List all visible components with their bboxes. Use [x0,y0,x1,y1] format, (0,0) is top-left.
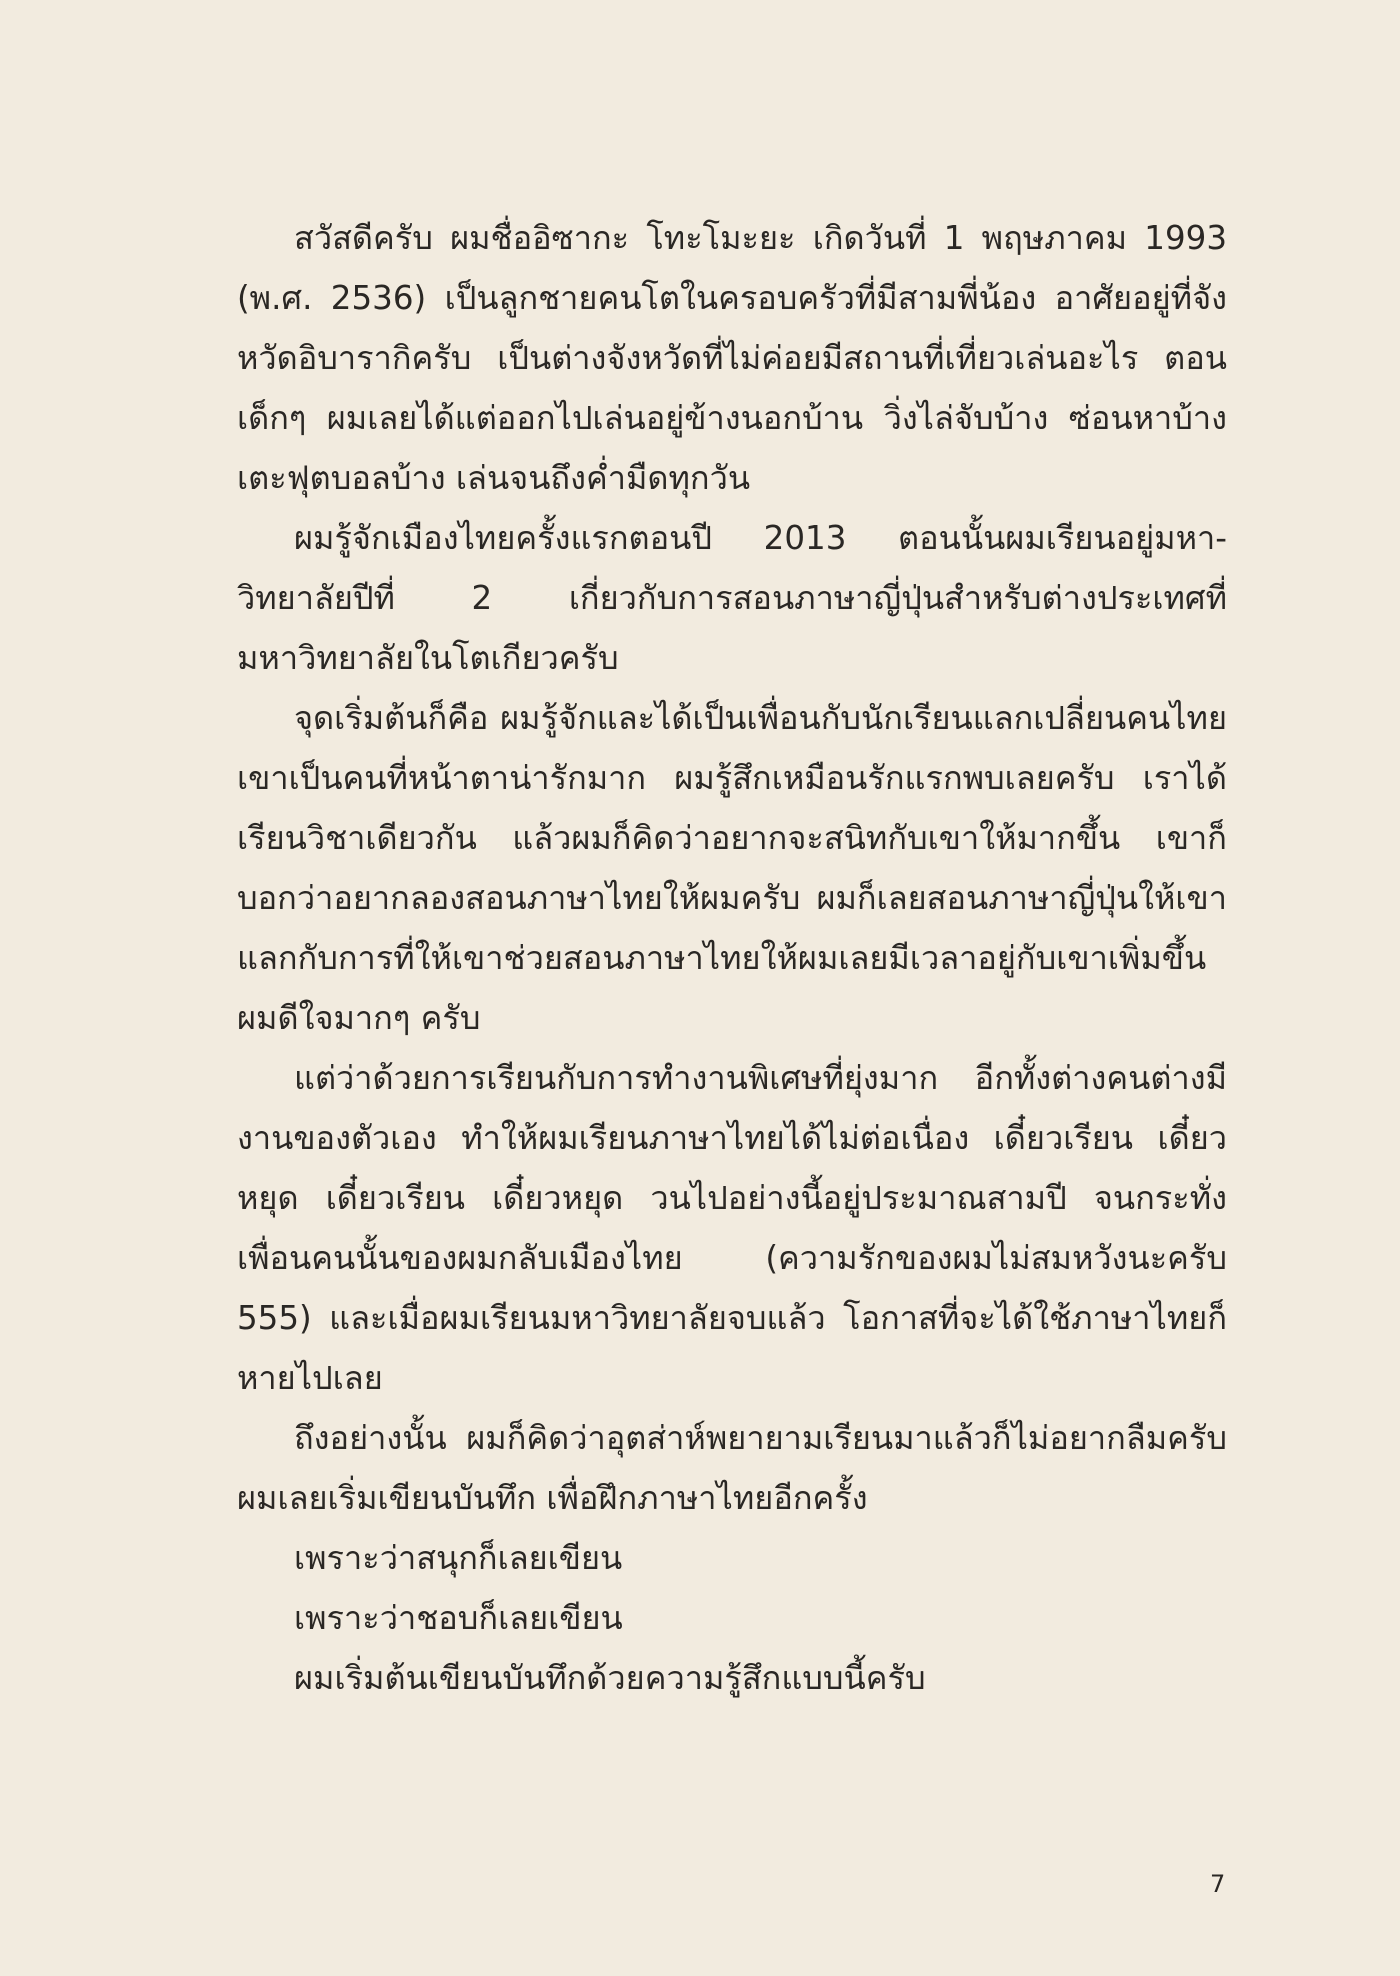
paragraph: แต่ว่าด้วยการเรียนกับการทำงานพิเศษที่ยุ่งมาก อีกทั้งต่างคนต่างมีงานของตัวเอง ทำให้ผมเรียนภาษาไทยได้ไม่ต่อเนื่อง เดี๋ยวเรียน เดี๋ยวหยุด เดี๋ยวเรียน เดี๋ยวหยุด วนไปอย่างนี้อยู่ประมาณสามปี จนกระทั่งเพื่อนคนนั้นของผมกลับเมืองไทย (ความรักของผมไม่สมหวังนะครับ 555) และเมื่อผมเรียนมหาวิทยาลัยจบแล้ว โอกาสที่จะได้ใช้ภาษาไทยก็หายไปเลย [237,1059,1227,1397]
paragraph: จุดเริ่มต้นก็คือ ผมรู้จักและได้เป็นเพื่อนกับนักเรียนแลกเปลี่ยนคนไทย เขาเป็นคนที่หน้าตาน่ารักมาก ผมรู้สึกเหมือนรักแรกพบเลยครับ เราได้เรียนวิชาเดียวกัน แล้วผมก็คิดว่าอยากจะสนิทกับเขาให้มากขึ้น เขาก็บอกว่าอยากลองสอนภาษาไทยให้ผมครับ ผมก็เลยสอนภาษาญี่ปุ่นให้เขาแลกกับการที่ให้เขาช่วยสอนภาษาไทยให้ผมเลยมีเวลาอยู่กับเขาเพิ่มขึ้น ผมดีใจมากๆ ครับ [237,699,1227,1037]
paragraph: ถึงอย่างนั้น ผมก็คิดว่าอุตส่าห์พยายามเรียนมาแล้วก็ไม่อยากลืมครับ ผมเลยเริ่มเขียนบันทึก เพื่อฝึกภาษาไทยอีกครั้ง [237,1419,1227,1517]
body-text [237,208,1227,1708]
paragraph: เพราะว่าชอบก็เลยเขียน [294,1599,623,1637]
paragraph: สวัสดีครับ ผมชื่ออิซากะ โทะโมะยะ เกิดวันที่ 1 พฤษภาคม 1993 (พ.ศ. 2536) เป็นลูกชายคนโตในครอบครัวที่มีสามพี่น้อง อาศัยอยู่ที่จังหวัดอิบารากิครับ เป็นต่างจังหวัดที่ไม่ค่อยมีสถานที่เที่ยวเล่นอะไร ตอนเด็กๆ ผมเลยได้แต่ออกไปเล่นอยู่ข้างนอกบ้าน วิ่งไล่จับบ้าง ซ่อนหาบ้าง เตะฟุตบอลบ้าง เล่นจนถึงค่ำมืดทุกวัน [237,219,1227,497]
paragraph: ผมรู้จักเมืองไทยครั้งแรกตอนปี 2013 ตอนนั้นผมเรียนอยู่มหา-วิทยาลัยปีที่ 2 เกี่ยวกับการสอนภาษาญี่ปุ่นสำหรับต่างประเทศที่มหาวิทยาลัยในโตเกียวครับ [237,519,1227,677]
page-number: 7 [1210,1870,1226,1898]
paragraph: ผมเริ่มต้นเขียนบันทึกด้วยความรู้สึกแบบนี้ครับ [294,1659,926,1697]
paragraph: เพราะว่าสนุกก็เลยเขียน [294,1539,623,1577]
